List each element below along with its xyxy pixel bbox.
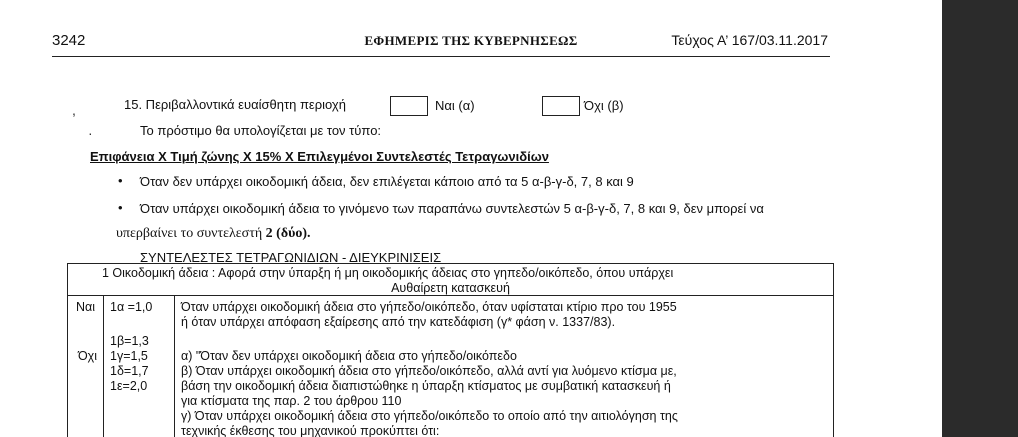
row-no-text: β) Όταν υπάρχει οικοδομική άδεια στο γήπεδο/οικόπεδο, αλλά αντί για λυόμενο κτίσμα με, [181,364,677,378]
table-header-line: Αυθαίρετη κατασκευή [391,281,510,295]
row-no-text: για κτίσματα της παρ. 2 του άρθρου 110 [181,394,402,408]
row-yes-text: ή όταν υπάρχει απόφαση εξαίρεσης από την κατεδάφιση (γ* φάση ν. 1337/83). [181,315,616,329]
row-no-text: γ) Όταν υπάρχει οικοδομική άδεια στο γήπεδο/οικόπεδο το οποίο από την αιτιολόγηση της [181,409,678,423]
option-no-label: Όχι (β) [584,98,624,113]
journal-title: ΕΦΗΜΕΡΙΣ ΤΗΣ ΚΥΒΕΡΝΗΣΕΩΣ [364,33,578,48]
table-header-line: 1 Οικοδομική άδεια : Αφορά στην ύπαρξη ή μη οικοδομικής άδειας στο γηπεδο/οικόπεδο, όπου υπάρχει [102,266,674,280]
row-no-text: α) "Όταν δεν υπάρχει οικοδομική άδεια στο γήπεδο/οικόπεδο [181,349,517,363]
scan-mark: · [88,125,93,141]
table-rule [103,295,104,437]
checkbox-yes [390,96,428,116]
row-no-coef: 1δ=1,7 [110,364,149,378]
row-no-label: Όχι [78,349,98,363]
viewer-side-panel [942,0,1018,437]
table-title: ΣΥΝΤΕΛΕΣΤΕΣ ΤΕΤΡΑΓΩΝΙΔΙΩΝ - ΔΙΕΥΚΡΙΝΙΣΕΙΣ [140,250,442,265]
row-yes-label: Ναι [76,300,96,314]
row-yes-coef: 1α =1,0 [110,300,153,314]
page-number: 3242 [52,32,86,49]
bullet-marker: • [118,173,123,188]
row-no-coef: 1β=1,3 [110,334,149,348]
row-no-text: βάση την οικοδομική άδεια διαπιστώθηκε η ύπαρξη κτίσματος με συμβατική κατασκευή ή [181,379,671,393]
row-no-text: τεχνικής έκθεσης του μηχανικού προκύπτει ότι: [181,424,440,437]
bullet-text: Όταν δεν υπάρχει οικοδομική άδεια, δεν επιλέγεται κάποιο από τα 5 α-β-γ-δ, 7, 8 και 9 [140,174,634,189]
bullet-continuation: υπερβαίνει το συντελεστή 2 (δύο). [116,226,311,241]
item-15-label: 15. Περιβαλλοντικά ευαίσθητη περιοχή [124,97,346,112]
bullet-text: Όταν υπάρχει οικοδομική άδεια το γινόμενο των παραπάνω συντελεστών 5 α-β-γ-δ, 7, 8 και 9, δεν μπορεί να [140,201,764,216]
formula-intro: Το πρόστιμο θα υπολογίζεται με τον τύπο: [140,123,382,138]
scan-mark: , [72,102,76,118]
table-rule [174,295,175,437]
header-divider [52,56,830,57]
option-yes-label: Ναι (α) [435,98,475,113]
row-no-coef: 1γ=1,5 [110,349,148,363]
bullet-marker: • [118,200,123,215]
issue-info: Τεύχος Α’ 167/03.11.2017 [671,32,828,48]
row-yes-text: Όταν υπάρχει οικοδομική άδεια στο γήπεδο/οικόπεδο, όταν υφίσταται κτίριο προ του 1955 [181,300,677,314]
coefficients-table [67,263,834,437]
checkbox-no [542,96,580,116]
row-no-coef: 1ε=2,0 [110,379,148,393]
formula: Επιφάνεια Χ Τιμή ζώνης Χ 15% Χ Επιλεγμένοι Συντελεστές Τετραγωνιδίων [90,149,549,164]
